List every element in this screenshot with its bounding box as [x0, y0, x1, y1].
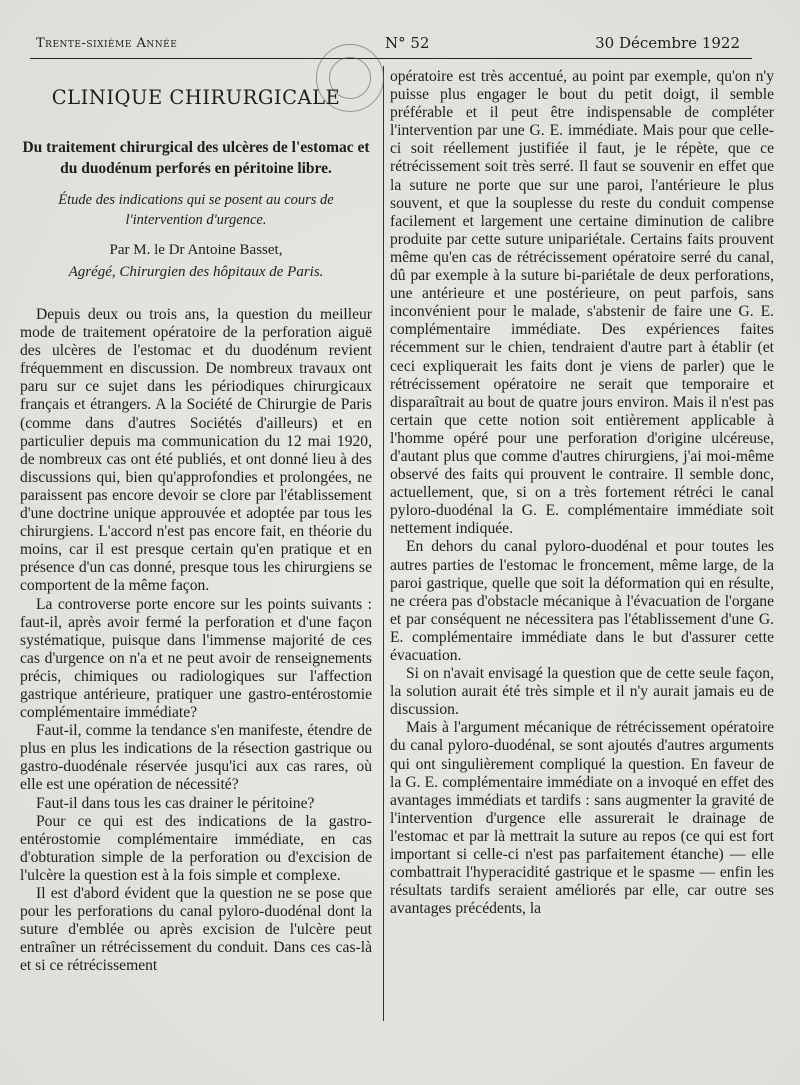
article-subtitle: Étude des indications qui se posent au cours de l'intervention d'urgence. [58, 192, 334, 228]
paragraph: Depuis deux ou trois ans, la question du meilleur mode de traitement opératoire de la perforation aiguë des ulcères de l'estomac et du duodénum revient fréquemment en discussion. De nombreux travaux ont paru sur ce sujet dans les périodiques chirurgicaux français et étrangers. A la Société de Chirurgie de Paris (comme dans d'autres Sociétés d'ailleurs) et en particulier depuis ma communication du 12 mai 1920, de nombreux cas ont été publiés, et ont donné lieu à des discussions qui, bien qu'approfondies et prolongées, ne paraissent pas encore devoir se clore par l'établissement d'une doctrine unique approuvée et adoptée par tous les chirurgiens. L'accord n'est pas encore fait, en théorie du moins, car il est presque certain qu'en pratique et en présence d'un cas donné, presque tous les chirurgiens se comportent de la même façon. [20, 306, 372, 595]
left-column [20, 76, 372, 975]
article-title: Du traitement chirurgical des ulcères de l'estomac et du duodénum perforés en péritoine libre. [22, 139, 370, 177]
volume-label: Trente-sixième Année [36, 36, 178, 51]
paragraph: En dehors du canal pyloro-duodénal et pour toutes les autres parties de l'estomac le froncement, même large, de la paroi gastrique, quelle que soit la déformation qui en résulte, ne créera pas d'obstacle mécanique à l'évacuation de l'organe et par conséquent ne nécessitera pas l'établissement d'une G. E. complémentaire immédiate dans le but d'assurer cette évacuation. [390, 538, 774, 664]
header-rule [30, 58, 752, 59]
right-column [390, 68, 774, 918]
paragraph: Si on n'avait envisagé la question que de cette seule façon, la solution aurait été très simple et il n'y aurait jamais eu de discussion. [390, 665, 774, 719]
paragraph: Pour ce qui est des indications de la gastro-entérostomie complémentaire immédiate, en cas d'obturation simple de la perforation ou d'excision de l'ulcère la question est à la fois simple et complexe. [20, 812, 372, 884]
issue-number: N° 52 [385, 34, 430, 52]
paragraph: opératoire est très accentué, au point par exemple, qu'on n'y puisse plus engager le bout du petit doigt, il semble préférable et il peut être indispensable de compléter l'intervention par une G. E. immédiate. Mais pour que celle-ci soit réellement justifiée il faut, je le répète, que ce rétrécissement soit très serré. Il faut se souvenir en effet que la suture ne porte que sur une paroi, l'antérieure le plus souvent, et que la souplesse du reste du conduit compense facilement et largement une certaine diminution de calibre produite par cette suture unipariétale. Certains faits prouvent même qu'en cas de rétrécissement opératoire serré du canal, dû par exemple à la suture bi-pariétale de deux perforations, une antérieure et une postérieure, on peut parfois, sans inconvénient pour le malade, s'abstenir de faire une G. E. complémentaire immédiate. Des expériences faites récemment sur le chien, tendraient d'autre part à établir (et ceci expliquerait les faits dont je viens de parler) que le rétrécissement opératoire ne serait que temporaire et disparaîtrait au bout de quatre jours environ. Mais il n'est pas certain que cette notion soit entièrement applicable à l'homme opéré pour une perforation d'origine ulcéreuse, d'autant plus que comme d'autres chirurgiens, j'ai moi-même observé des faits qui prouvent le contraire. Il semble donc, actuellement, que, si on a très fortement rétréci le canal pyloro-duodénal la G. E. complémentaire immédiate soit nettement indiquée. [390, 68, 774, 538]
paragraph: Il est d'abord évident que la question ne se pose que pour les perforations du canal pyloro-duodénal dont la suture d'emblée ou après excision de l'ulcère peut entraîner un rétrécissement du conduit. Dans ces cas-là et si ce rétrécissement [20, 885, 372, 975]
paragraph: Faut-il dans tous les cas drainer le péritoine? [36, 794, 315, 812]
paragraph: Faut-il, comme la tendance s'en manifeste, étendre de plus en plus les indications de la résection gastrique ou gastro-duodénale réservée jusqu'ici aux cas rares, où elle est une opération de nécessité? [20, 722, 372, 794]
paragraph: Mais à l'argument mécanique de rétrécissement opératoire du canal pyloro-duodénal, se sont ajoutés d'autres arguments qui ont singulièrement compliqué la question. En faveur de la G. E. complémentaire immédiate on a invoqué en effet des avantages immédiats et tardifs : sans augmenter la gravité de l'intervention d'urgence elle assurerait le drainage de l'estomac et par là mettrait la suture au repos (ce qui est fort important si celle-ci n'est pas parfaitement étanche) — elle combattrait l'hyperacidité gastrique et le spasme — enfin les résultats tardifs seraient améliorés par elle, car outre ses avantages précédents, la [390, 719, 774, 918]
author-line: Par M. le Dr Antoine Basset, [109, 242, 283, 258]
issue-date: 30 Décembre 1922 [595, 34, 740, 52]
paragraph: La controverse porte encore sur les points suivants : faut-il, après avoir fermé la perforation et d'une façon systématique, puisque dans l'immense majorité de ces cas d'urgence on n'a et ne peut avoir de renseignements précis, chimiques ou radiologiques sur l'affection gastrique antérieure, pratiquer une gastro-entérostomie complémentaire immédiate? [20, 595, 372, 722]
author-affiliation: Agrégé, Chirurgien des hôpitaux de Paris. [68, 264, 324, 280]
column-divider [383, 66, 384, 1021]
running-head [30, 34, 740, 54]
left-body [20, 306, 372, 975]
right-body [390, 68, 774, 918]
section-title: CLINIQUE CHIRURGICALE [51, 86, 341, 109]
